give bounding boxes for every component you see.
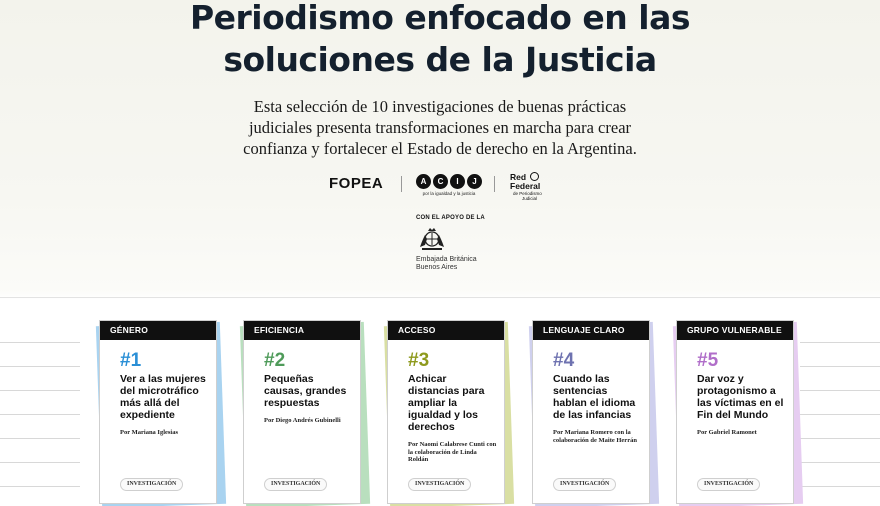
card-number: #1 [120,350,142,371]
card-category: ACCESO [388,321,504,340]
intro-line: confianza y fortalecer el Estado de derecho en la Argentina. [243,139,637,158]
acij-letter: C [433,174,448,189]
red-sub1: de Periodismo [513,191,542,196]
decor-line [800,462,880,463]
investigation-card[interactable] [532,320,652,506]
card-byline: Por Diego Andrés Gubinelli [264,417,341,424]
decor-line [0,366,80,367]
decor-line [800,414,880,415]
card-headline[interactable]: Ver a las mujeres del microtráfico más allá del expediente [120,373,206,421]
card-tag[interactable]: INVESTIGACIÓN [120,478,183,491]
red-line1: Red [510,172,527,182]
royal-crest-icon [416,225,448,253]
card-tag[interactable]: INVESTIGACIÓN [264,478,327,491]
card-category: GRUPO VULNERABLE [677,321,793,340]
decor-line [800,342,880,343]
acij-letter: A [416,174,431,189]
red-circle-icon [530,172,539,181]
card-tag[interactable]: INVESTIGACIÓN [553,478,616,491]
investigation-card[interactable] [387,320,507,506]
section-divider [0,297,880,298]
intro-line: Esta selección de 10 investigaciones de buenas prácticas [253,97,627,116]
logo-separator [494,176,495,192]
card-category: GÉNERO [100,321,216,340]
card-number: #3 [408,350,430,371]
embassy-line1: Embajada Británica [416,256,477,263]
decor-line [800,390,880,391]
decor-line [0,390,80,391]
hero-title-line2: soluciones de la Justicia [223,40,657,79]
fopea-logo[interactable]: FOPEA [329,175,384,192]
card-number: #4 [553,350,575,371]
red-sub2: Judicial [522,196,538,201]
card-byline: Por Naomi Calabrese Cunti con la colaboración de Linda Roldán [408,441,497,463]
investigation-card[interactable] [676,320,796,506]
red-line2: Federal [510,181,541,191]
support-label: CON EL APOYO DE LA [416,215,485,221]
partner-logos [0,172,880,202]
intro-paragraph [200,96,680,159]
embassy-label [416,256,477,272]
card-tag[interactable]: INVESTIGACIÓN [408,478,471,491]
card-number: #2 [264,350,286,371]
embassy-line2: Buenos Aires [416,264,458,271]
logo-separator [401,176,402,192]
card-headline[interactable]: Dar voz y protagonismo a las víctimas en el Fin del Mundo [697,373,784,421]
card-byline: Por Gabriel Ramonet [697,429,757,436]
decor-line [0,486,80,487]
card-byline: Por Mariana Romero con la colaboración de Maite Herrán [553,429,637,444]
decor-line [0,462,80,463]
card-category: LENGUAJE CLARO [533,321,649,340]
decor-line [800,366,880,367]
investigation-card[interactable] [99,320,219,506]
card-number: #5 [697,350,719,371]
decor-line [0,438,80,439]
decor-line [800,486,880,487]
acij-letter: I [450,174,465,189]
card-headline[interactable]: Cuando las sentencias hablan el idioma de las infancias [553,373,636,421]
card-headline[interactable]: Achicar distancias para ampliar la igualdad y los derechos [408,373,485,433]
decor-line [800,438,880,439]
decor-line [0,342,80,343]
decor-line [0,414,80,415]
investigation-card[interactable] [243,320,363,506]
card-category: EFICIENCIA [244,321,360,340]
acij-letter: J [467,174,482,189]
card-headline[interactable]: Pequeñas causas, grandes respuestas [264,373,347,409]
red-federal-logo[interactable] [510,172,542,201]
acij-logo[interactable] [416,174,482,196]
acij-tagline: por la igualdad y la justicia [422,191,476,196]
intro-line: judiciales presenta transformaciones en marcha para crear [248,118,632,137]
card-byline: Por Mariana Iglesias [120,429,179,436]
hero-title-line1: Periodismo enfocado en las [189,0,691,37]
card-tag[interactable]: INVESTIGACIÓN [697,478,760,491]
